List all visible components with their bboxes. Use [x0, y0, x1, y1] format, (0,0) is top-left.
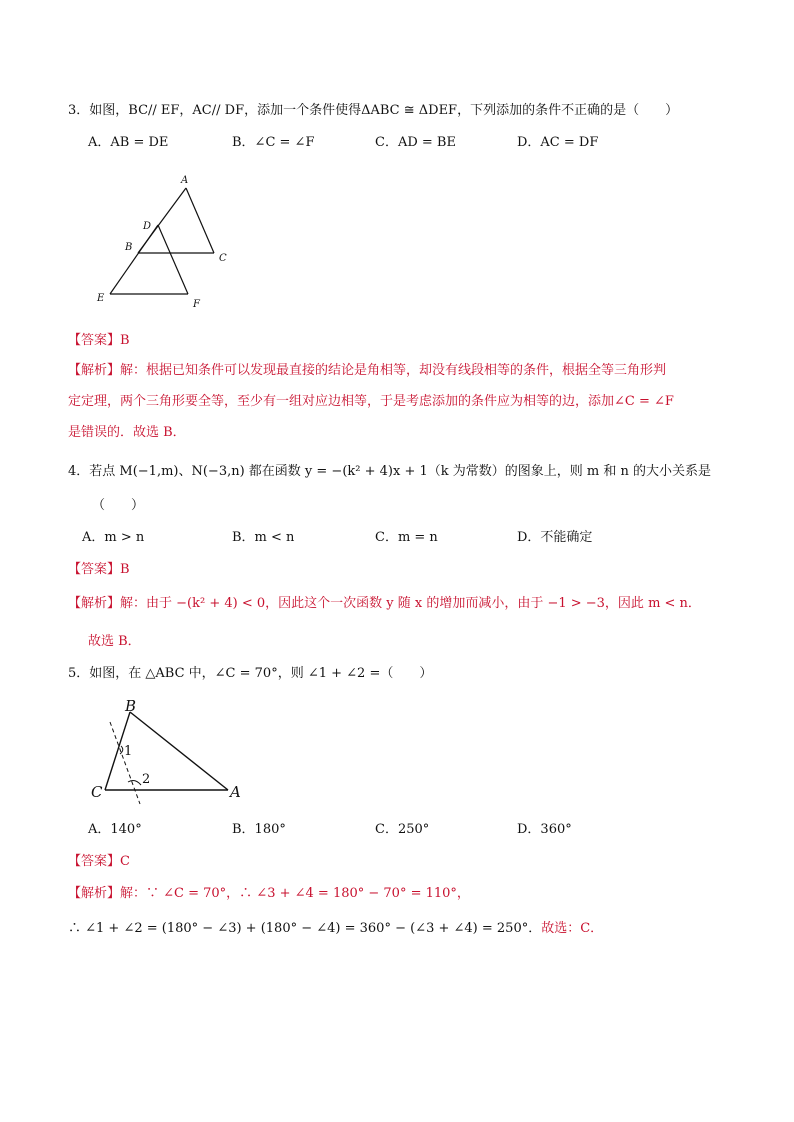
q4-analysis-line2: 故选 B． — [88, 634, 141, 649]
q4-option-a: A．m > n — [82, 530, 145, 545]
q5-label-angle1: 1 — [124, 744, 133, 759]
q4-paren: （ ） — [92, 498, 145, 513]
q3-label-f: F — [193, 299, 200, 310]
q5-dashed-line — [110, 722, 140, 804]
q3-option-d: D．AC = DF — [517, 135, 599, 150]
q3-label-a: A — [181, 175, 189, 186]
q5-option-b: B．180° — [232, 822, 286, 837]
q4-stem: 4．若点 M(−1,m)、N(−3,n) 都在函数 y = −(k² + 4)x + 1（k 为常数）的图象上，则 m 和 n 的大小关系是 — [68, 464, 711, 479]
q4-option-c: C．m = n — [375, 530, 438, 545]
q5-analysis-tag: 【解析】解：∵ ∠C = 70°，∴ ∠3 + ∠4 = 180° − 70° = 110°， — [68, 886, 470, 901]
q5-label-a: A — [230, 783, 241, 801]
q5-analysis-choice: 故选：C． — [541, 921, 604, 936]
q5-label-b: B — [125, 697, 137, 715]
q3-analysis-line1: 【解析】解：根据已知条件可以发现最直接的结论是角相等，却没有线段相等的条件，根据全等三角形判 — [68, 363, 667, 378]
q4-option-b: B．m < n — [232, 530, 295, 545]
q5-label-angle2: 2 — [142, 772, 151, 787]
q5-answer: 【答案】C — [68, 854, 130, 869]
q5-option-c: C．250° — [375, 822, 430, 837]
q3-option-a: A．AB = DE — [88, 135, 169, 150]
q5-angle2-arc — [128, 781, 141, 785]
q5-analysis-line1 — [68, 884, 470, 904]
q3-label-e: E — [97, 293, 105, 304]
q5-label-c: C — [91, 783, 103, 801]
q5-option-d: D．360° — [517, 822, 572, 837]
q4-analysis-line1: 【解析】解：由于 −(k² + 4) < 0，因此这个一次函数 y 随 x 的增加而减小，由于 −1 > −3，因此 m < n． — [68, 596, 701, 611]
q4-option-d: D．不能确定 — [517, 530, 593, 545]
q3-analysis-line3: 是错误的．故选 B． — [68, 425, 186, 440]
q3-label-d: D — [143, 221, 152, 232]
q3-label-b: B — [125, 242, 133, 253]
q3-option-b: B．∠C = ∠F — [232, 135, 315, 150]
q5-stem: 5．如图，在 △ABC 中，∠C = 70°，则 ∠1 + ∠2 =（ ） — [68, 666, 433, 681]
q3-label-c: C — [219, 253, 227, 264]
q3-analysis-line2: 定定理，两个三角形要全等，至少有一组对应边相等，于是考虑添加的条件应为相等的边，添加∠C = ∠F — [68, 394, 674, 409]
q3-answer: 【答案】B — [68, 333, 130, 348]
q5-analysis-formula: ∴ ∠1 + ∠2 = (180° − ∠3) + (180° − ∠4) = 360° − (∠3 + ∠4) = 250°． — [68, 921, 542, 936]
q4-answer: 【答案】B — [68, 562, 130, 577]
q5-option-a: A．140° — [88, 822, 142, 837]
q3-option-c: C．AD = BE — [375, 135, 456, 150]
q3-stem: 3．如图，BC// EF，AC// DF，添加一个条件使得ΔABC ≅ ΔDEF，下列添加的条件不正确的是（ ） — [68, 103, 679, 118]
q5-analysis-line2 — [68, 919, 603, 939]
